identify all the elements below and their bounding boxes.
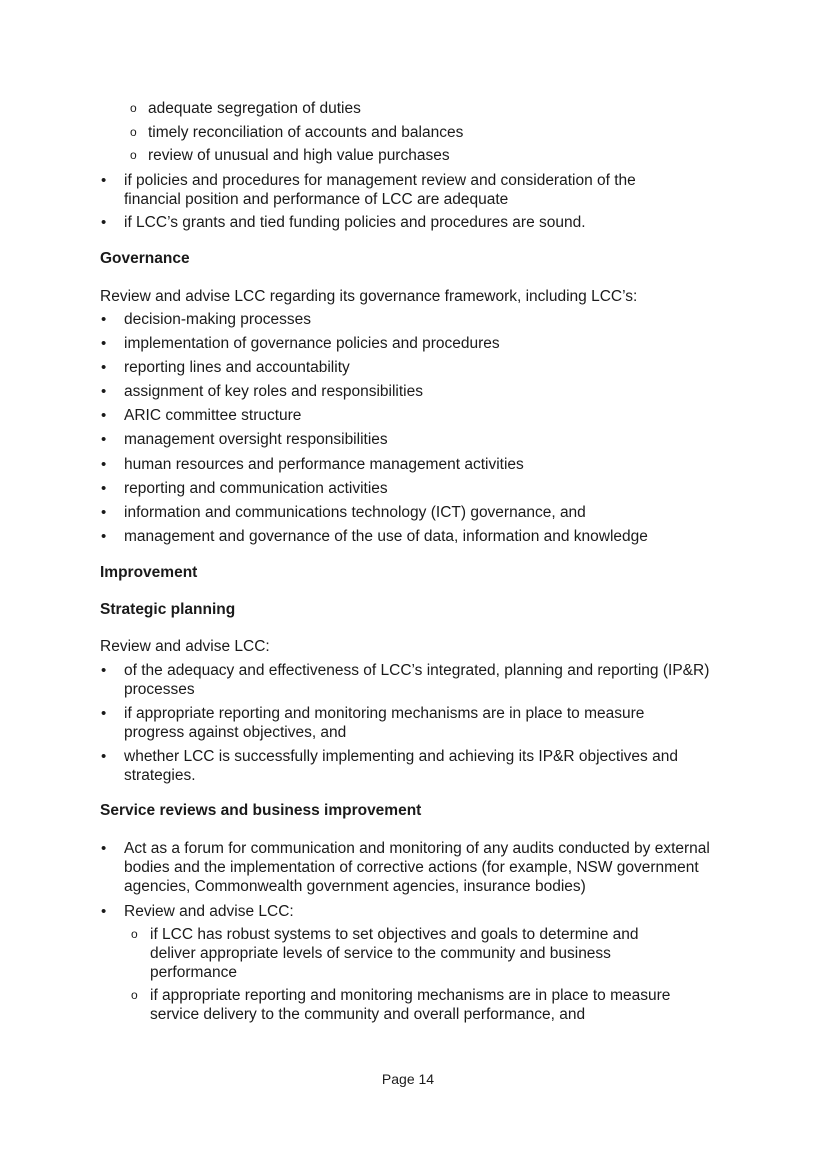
bullet-icon: • [101,480,107,497]
list-item-text: decision-making processes [124,311,311,328]
page-number: Page 14 [381,1071,435,1087]
bullet-icon: • [101,431,107,448]
sub-list-item-text: adequate segregation of duties [148,100,361,117]
list-item-text: assignment of key roles and responsibilities [124,383,423,400]
list-item-text: if appropriate reporting and monitoring mechanisms are in place to measure progress against objectives, and [124,705,645,741]
bullet-icon: • [101,705,107,722]
sub-bullet-icon: o [130,148,137,162]
list-item-text: information and communications technology (ICT) governance, and [124,504,586,521]
sub-bullet-icon: o [131,927,138,941]
bullet-icon: • [101,172,107,189]
section-heading-service-reviews: Service reviews and business improvement [100,802,422,819]
list-item-text: implementation of governance policies and procedures [124,335,500,352]
bullet-icon: • [101,456,107,473]
governance-intro: Review and advise LCC regarding its governance framework, including LCC’s: [100,288,638,305]
sub-list-item-text: if appropriate reporting and monitoring mechanisms are in place to measure service delivery to the community and overall performance, and [150,987,671,1023]
sub-bullet-icon: o [130,101,137,115]
bullet-icon: • [101,335,107,352]
bullet-icon: • [101,407,107,424]
bullet-icon: • [101,903,107,920]
bullet-icon: • [101,840,107,857]
bullet-icon: • [101,383,107,400]
list-item-text: whether LCC is successfully implementing and achieving its IP&R objectives and strategies. [124,748,678,784]
bullet-icon: • [101,528,107,545]
list-item-text: of the adequacy and effectiveness of LCC’s integrated, planning and reporting (IP&R) processes [124,662,710,698]
section-heading-improvement: Improvement [100,564,198,581]
list-item-text: Act as a forum for communication and monitoring of any audits conducted by external bodies and the implementation of corrective actions (for example, NSW government agencies, Commonwealth government agencies, insurance bodies) [124,840,710,895]
bullet-icon: • [101,311,107,328]
sub-bullet-icon: o [130,125,137,139]
sub-list-item-text: if LCC has robust systems to set objectives and goals to determine and deliver appropriate levels of service to the community and business performance [150,926,639,981]
section-heading-governance: Governance [100,250,190,267]
list-item-text: reporting lines and accountability [124,359,350,376]
list-item-text: management oversight responsibilities [124,431,388,448]
list-item-text: ARIC committee structure [124,407,302,424]
list-item-text: reporting and communication activities [124,480,388,497]
strategic-intro: Review and advise LCC: [100,638,270,655]
bullet-icon: • [101,662,107,679]
list-item-text: if LCC’s grants and tied funding policies and procedures are sound. [124,214,586,231]
list-item-text: management and governance of the use of data, information and knowledge [124,528,648,545]
bullet-icon: • [101,504,107,521]
list-item-text: human resources and performance management activities [124,456,524,473]
bullet-icon: • [101,748,107,765]
section-heading-strategic-planning: Strategic planning [100,601,236,618]
list-item-text: Review and advise LCC: [124,903,294,920]
sub-bullet-icon: o [131,988,138,1002]
sub-list-item-text: review of unusual and high value purchases [148,147,450,164]
bullet-icon: • [101,214,107,231]
sub-list-item-text: timely reconciliation of accounts and balances [148,124,464,141]
list-item-text: if policies and procedures for management review and consideration of the financial position and performance of LCC are adequate [124,172,636,208]
bullet-icon: • [101,359,107,376]
